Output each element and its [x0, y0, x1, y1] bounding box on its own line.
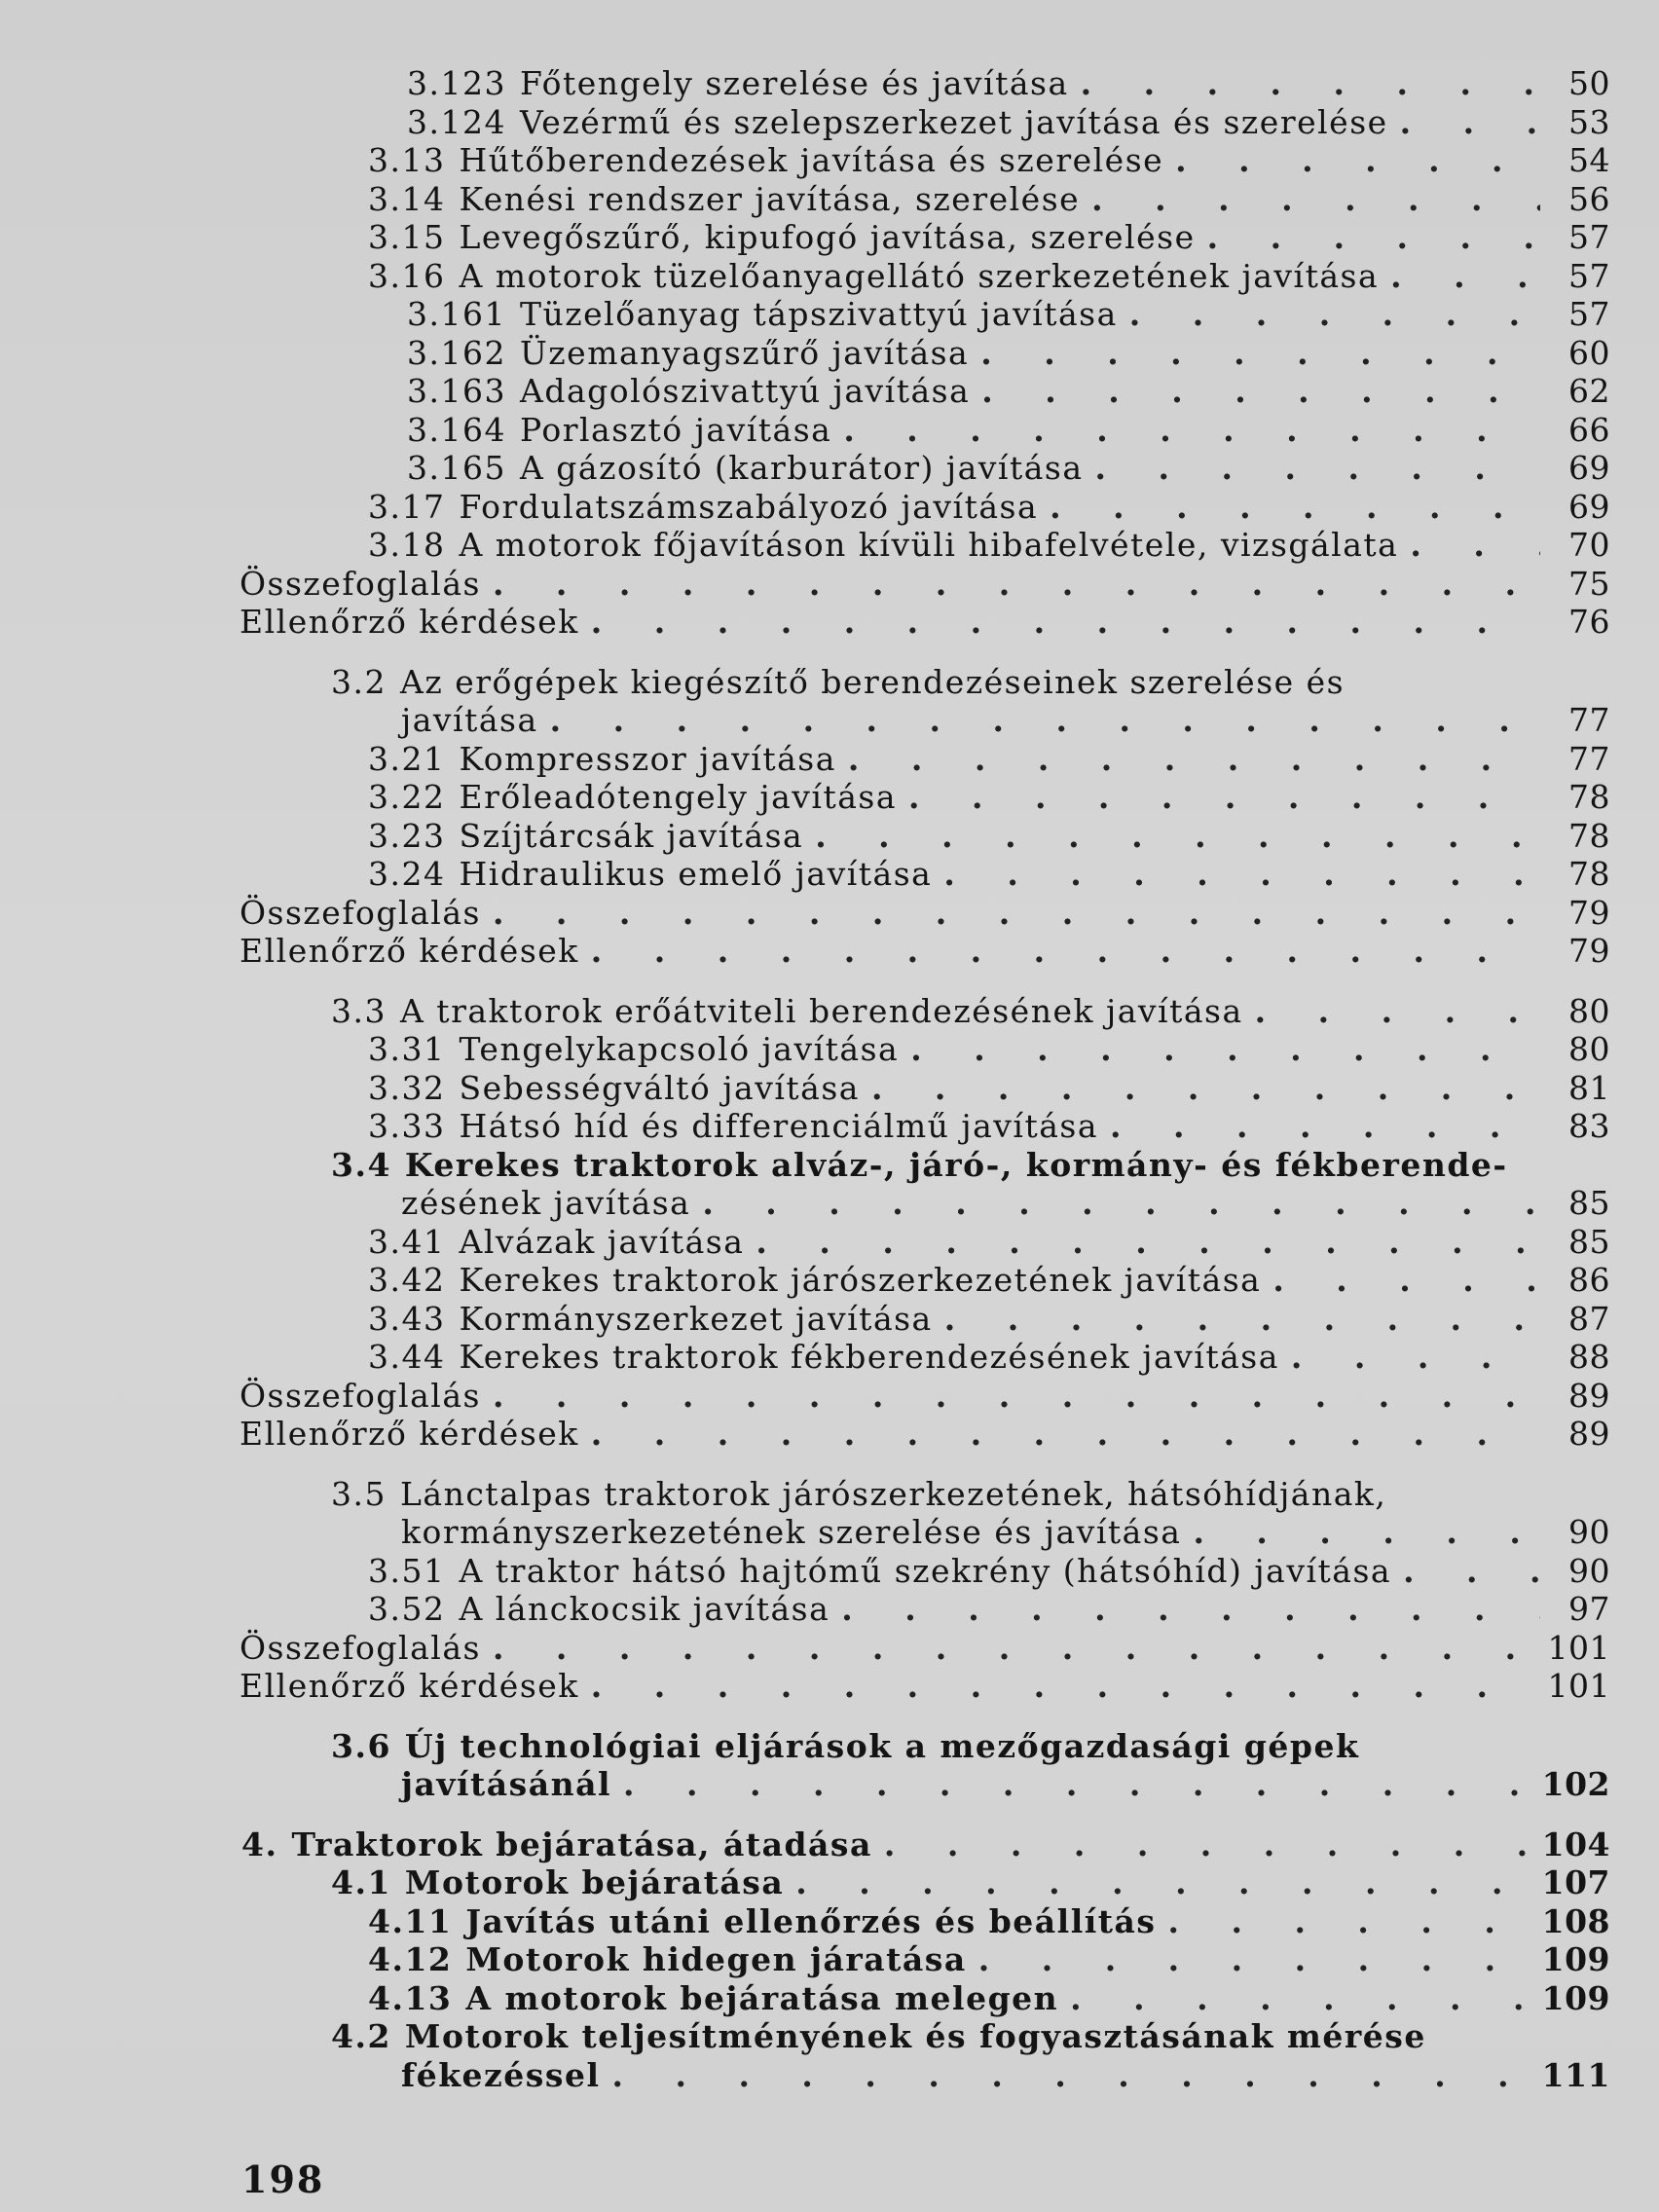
toc-entry-title: Fordulatszámszabályozó javítása [459, 488, 1039, 526]
toc-entry-number: 3.6 [331, 1727, 391, 1765]
toc-entry [368, 1069, 1610, 1108]
toc-entry-number: 3.52 [368, 1590, 446, 1628]
toc-entry-title: Tengelykapcsoló javítása [459, 1030, 900, 1068]
dot-leader [848, 740, 1540, 779]
toc-entry-number: 3.13 [368, 141, 446, 179]
toc-entry [240, 1415, 1610, 1454]
toc-entry-page: 90 [1568, 1552, 1610, 1590]
toc-entry [240, 1629, 1610, 1668]
toc-entry-page: 78 [1568, 855, 1610, 893]
dot-leader [908, 778, 1540, 817]
dot-leader [1129, 295, 1540, 334]
dot-leader [591, 603, 1540, 642]
toc-entry-page: 102 [1541, 1765, 1610, 1803]
toc-entry-page: 50 [1568, 64, 1610, 102]
toc-entry-title: Kormányszerkezet javítása [459, 1300, 933, 1338]
toc-entry-title: Kerekes traktorok járószerkezetének javítása [459, 1261, 1262, 1299]
toc-entry [368, 1107, 1610, 1146]
toc-entry-number: 4.12 [368, 1940, 453, 1978]
toc-entry-number: 3.33 [368, 1107, 446, 1145]
toc-entry-number: 3.43 [368, 1300, 446, 1338]
dot-leader [1255, 992, 1540, 1031]
toc-entry-number: 3.5 [331, 1475, 387, 1513]
dot-leader [623, 1765, 1540, 1804]
toc-entry-page: 78 [1568, 778, 1610, 816]
toc-entry-title: Lánctalpas traktorok járószerkezetének, hátsóhídjának, [399, 1475, 1387, 1513]
toc-entry [407, 64, 1610, 103]
toc-entry-number: 3.23 [368, 817, 446, 855]
toc-entry [240, 603, 1610, 642]
toc-entry-page: 108 [1541, 1902, 1610, 1940]
dot-leader [1207, 218, 1540, 257]
toc-entry-title: Motorok hidegen járatása [465, 1940, 967, 1978]
toc-entry [240, 565, 1610, 604]
toc-entry [368, 141, 1610, 180]
toc-entry-number: 3.161 [407, 295, 506, 333]
toc-entry-page: 79 [1568, 894, 1610, 932]
toc-entry [407, 449, 1610, 488]
toc-entry [401, 701, 1610, 740]
toc-entry-page: 81 [1568, 1069, 1610, 1107]
toc-entry [368, 817, 1610, 856]
toc-entry-title: javítása [401, 701, 538, 739]
toc-entry [401, 2056, 1610, 2095]
toc-entry-page: 87 [1568, 1300, 1610, 1338]
toc-entry [240, 894, 1610, 933]
toc-entry-number: 3.41 [368, 1223, 446, 1261]
toc-entry-title: Ellenőrző kérdések [240, 603, 579, 641]
toc-entry-page: 70 [1568, 526, 1610, 564]
toc-entry-number: 3.22 [368, 778, 446, 816]
toc-entry [407, 411, 1610, 450]
toc-entry [368, 778, 1610, 817]
toc-entry [331, 663, 1610, 702]
toc-entry-title: Új technológiai eljárások a mezőgazdasági gépek [404, 1727, 1360, 1765]
toc-entry-title: Adagolószivattyú javítása [519, 372, 971, 410]
dot-leader [978, 1940, 1540, 1979]
toc-entry-title: Javítás utáni ellenőrzés és beállítás [465, 1902, 1157, 1940]
toc-entry [368, 1979, 1610, 2018]
dot-leader [493, 894, 1540, 933]
dot-leader [1400, 103, 1540, 142]
toc-entry-title: Erőleadótengely javítása [459, 778, 897, 816]
toc-entry-title: Összefoglalás [240, 565, 481, 603]
toc-entry-title: Ellenőrző kérdések [240, 932, 579, 970]
toc-entry-title: Kompresszor javítása [459, 740, 836, 778]
toc-entry-page: 97 [1568, 1590, 1610, 1628]
toc-entry-title: Kenési rendszer javítása, szerelése [459, 180, 1081, 218]
dot-leader [1410, 526, 1540, 565]
toc-entry-title: Főtengely szerelése és javítása [519, 64, 1069, 102]
dot-leader [943, 855, 1540, 894]
dot-leader [611, 2056, 1540, 2095]
toc-entry-page: 75 [1568, 565, 1610, 603]
toc-entry-title: Szíjtárcsák javítása [459, 817, 804, 855]
toc-entry-title: Kerekes traktorok fékberendezésének javítása [459, 1338, 1279, 1376]
dot-leader [980, 334, 1540, 373]
toc-entry-page: 101 [1547, 1629, 1610, 1667]
toc-entry-title: javításánál [401, 1765, 612, 1803]
toc-entry-page: 85 [1568, 1184, 1610, 1222]
toc-entry [368, 1223, 1610, 1262]
toc-entry-number: 3.18 [368, 526, 446, 564]
toc-entry-title: A traktorok erőátviteli berendezésének javítása [399, 992, 1243, 1030]
toc-entry-page: 86 [1568, 1261, 1610, 1299]
toc-entry-page: 111 [1541, 2056, 1610, 2094]
toc-entry [407, 334, 1610, 373]
toc-entry-title: Tüzelőanyag tápszivattyú javítása [519, 295, 1118, 333]
dot-leader [1091, 180, 1540, 219]
toc-entry [401, 1184, 1610, 1223]
toc-entry-page: 57 [1568, 257, 1610, 295]
toc-entry-number: 4.2 [331, 2017, 391, 2055]
toc-entry-number: 3.44 [368, 1338, 446, 1376]
toc-entry-number: 3.16 [368, 257, 446, 295]
toc-entry-title: A motorok főjavításon kívüli hibafelvétele, vizsgálata [459, 526, 1399, 564]
toc-entry [240, 1667, 1610, 1706]
dot-leader [493, 565, 1540, 604]
dot-leader [871, 1069, 1540, 1108]
toc-entry-title: Az erőgépek kiegészítő berendezéseinek szerelése és [399, 663, 1346, 701]
toc-entry-page: 62 [1568, 372, 1610, 410]
dot-leader [1168, 1902, 1541, 1941]
toc-entry-title: Traktorok bejáratása, átadása [291, 1825, 872, 1863]
toc-entry-title: Alvázak javítása [459, 1223, 745, 1261]
toc-entry-page: 69 [1568, 488, 1610, 526]
dot-leader [493, 1629, 1540, 1668]
dot-leader [1403, 1552, 1540, 1591]
toc-entry [368, 1902, 1610, 1941]
toc-entry [368, 1338, 1610, 1377]
toc-entry [368, 180, 1610, 219]
toc-entry-number: 3.51 [368, 1552, 446, 1590]
toc-entry [331, 1146, 1610, 1185]
dot-leader [1193, 1513, 1540, 1552]
toc-entry-page: 89 [1568, 1415, 1610, 1453]
dot-leader [493, 1377, 1540, 1416]
toc-entry-page: 101 [1547, 1667, 1610, 1705]
toc-entry-title: Hátsó híd és differenciálmű javítása [459, 1107, 1099, 1145]
dot-leader [843, 411, 1540, 450]
toc-entry-title: fékezéssel [401, 2056, 601, 2094]
toc-entry-number: 4.13 [368, 1979, 453, 2017]
toc-entry [401, 1765, 1610, 1804]
page-number: 198 [241, 2157, 325, 2201]
dot-leader [944, 1300, 1540, 1339]
toc-entry-page: 69 [1568, 449, 1610, 487]
toc-entry-page: 90 [1568, 1513, 1610, 1551]
dot-leader [815, 817, 1540, 856]
toc-entry-number: 3.32 [368, 1069, 446, 1107]
toc-entry [368, 740, 1610, 779]
toc-entry-number: 4. [241, 1825, 278, 1863]
toc-entry-title: Kerekes traktorok alváz-, járó-, kormány- és fékberende- [404, 1146, 1508, 1184]
toc-entry-page: 76 [1568, 603, 1610, 641]
toc-entry-title: A motorok bejáratása melegen [465, 1979, 1059, 2017]
toc-entry [240, 1377, 1610, 1416]
toc-entry [241, 1825, 1610, 1864]
toc-entry-page: 85 [1568, 1223, 1610, 1261]
toc-entry-number: 3.21 [368, 740, 446, 778]
toc-entry [331, 2017, 1610, 2056]
toc-entry-number: 3.162 [407, 334, 506, 372]
toc-entry-title: Összefoglalás [240, 894, 481, 932]
toc-entry-number: 3.2 [331, 663, 387, 701]
toc-entry-page: 104 [1541, 1825, 1610, 1863]
toc-entry [240, 932, 1610, 971]
toc-entry-title: A lánckocsik javítása [459, 1590, 830, 1628]
dot-leader [1050, 488, 1540, 527]
toc-entry-number: 3.15 [368, 218, 446, 256]
toc-entry [368, 1030, 1610, 1069]
toc-entry [368, 1552, 1610, 1591]
toc-entry-number: 3.17 [368, 488, 446, 526]
toc-entry-page: 88 [1568, 1338, 1610, 1376]
toc-entry [368, 1940, 1610, 1979]
dot-leader [591, 1667, 1540, 1706]
toc-entry-title: A motorok tüzelőanyagellátó szerkezetének javítása [459, 257, 1380, 295]
dot-leader [1110, 1107, 1540, 1146]
toc-entry-number: 3.3 [331, 992, 387, 1030]
dot-leader [1095, 449, 1540, 488]
toc-entry-title: A gázosító (karburátor) javítása [519, 449, 1084, 487]
dot-leader [1291, 1338, 1540, 1377]
toc-entry [368, 488, 1610, 527]
toc-entry-title: A traktor hátsó hajtómű szekrény (hátsóhíd) javítása [459, 1552, 1392, 1590]
toc-entry-page: 60 [1568, 334, 1610, 372]
toc-entry [368, 218, 1610, 257]
toc-entry-title: zésének javítása [401, 1184, 691, 1222]
toc-entry-title: Hűtőberendezések javítása és szerelése [459, 141, 1164, 179]
dot-leader [591, 932, 1540, 971]
toc-entry [368, 1590, 1610, 1629]
toc-entry-number: 3.31 [368, 1030, 446, 1068]
toc-entry-title: Összefoglalás [240, 1629, 481, 1667]
toc-entry-title: Levegőszűrő, kipufogó javítása, szerelése [459, 218, 1196, 256]
toc-entry-page: 78 [1568, 817, 1610, 855]
toc-entry [368, 1261, 1610, 1300]
toc-entry-page: 57 [1568, 218, 1610, 256]
dot-leader [841, 1590, 1540, 1629]
toc-entry-number: 3.124 [407, 103, 506, 141]
toc-entry-number: 3.14 [368, 180, 446, 218]
dot-leader [1272, 1261, 1540, 1300]
toc-entry-page: 54 [1568, 141, 1610, 179]
toc-entry-page: 77 [1568, 701, 1610, 739]
toc-entry-page: 109 [1541, 1979, 1610, 2017]
toc-entry-title: Ellenőrző kérdések [240, 1415, 579, 1453]
dot-leader [795, 1863, 1540, 1902]
toc-entry-page: 66 [1568, 411, 1610, 449]
toc-entry-page: 89 [1568, 1377, 1610, 1415]
toc-entry-page: 107 [1541, 1863, 1610, 1901]
toc-entry-title: Sebességváltó javítása [459, 1069, 860, 1107]
toc-entry-number: 3.24 [368, 855, 446, 893]
toc-entry-page: 53 [1568, 103, 1610, 141]
toc-entry [407, 103, 1610, 142]
toc-entry-number: 3.4 [331, 1146, 391, 1184]
toc-entry-page: 109 [1541, 1940, 1610, 1978]
toc-entry [331, 1727, 1610, 1766]
dot-leader [1390, 257, 1540, 296]
dot-leader [981, 372, 1540, 411]
toc-entry-title: Hidraulikus emelő javítása [459, 855, 933, 893]
dot-leader [1081, 64, 1540, 103]
toc-entry-title: Motorok bejáratása [404, 1863, 785, 1901]
toc-entry-page: 56 [1568, 180, 1610, 218]
toc-entry-number: 4.1 [331, 1863, 391, 1901]
toc-entry-number: 3.164 [407, 411, 506, 449]
toc-entry-page: 77 [1568, 740, 1610, 778]
toc-entry [331, 992, 1610, 1031]
toc-entry-title: Porlasztó javítása [519, 411, 832, 449]
toc-entry-title: kormányszerkezetének szerelése és javítása [401, 1513, 1182, 1551]
toc-entry [368, 1300, 1610, 1339]
toc-entry [368, 855, 1610, 894]
dot-leader [591, 1415, 1540, 1454]
dot-leader [756, 1223, 1540, 1262]
toc-entry-title: Összefoglalás [240, 1377, 481, 1415]
dot-leader [550, 701, 1540, 740]
toc-entry-number: 4.11 [368, 1902, 453, 1940]
toc-entry-page: 79 [1568, 932, 1610, 970]
toc-entry [407, 372, 1610, 411]
dot-leader [884, 1825, 1540, 1864]
dot-leader [1070, 1979, 1540, 2018]
toc-entry [331, 1863, 1610, 1902]
toc-entry-page: 80 [1568, 992, 1610, 1030]
toc-entry-number: 3.163 [407, 372, 506, 410]
toc-entry-page: 80 [1568, 1030, 1610, 1068]
toc-entry-page: 83 [1568, 1107, 1610, 1145]
toc-entry-number: 3.42 [368, 1261, 446, 1299]
toc-entry [331, 1475, 1610, 1514]
toc-entry [407, 295, 1610, 334]
toc-entry [368, 526, 1610, 565]
toc-entry-title: Üzemanyagszűrő javítása [519, 334, 970, 372]
toc-entry-number: 3.165 [407, 449, 506, 487]
toc-entry [401, 1513, 1610, 1552]
dot-leader [702, 1184, 1540, 1223]
toc-entry [368, 257, 1610, 296]
dot-leader [910, 1030, 1540, 1069]
toc-entry-title: Vezérmű és szelepszerkezet javítása és szerelése [519, 103, 1388, 141]
dot-leader [1175, 141, 1540, 180]
toc-entry-title: Motorok teljesítményének és fogyasztásának mérése [404, 2017, 1426, 2055]
toc-entry-page: 57 [1568, 295, 1610, 333]
toc-entry-number: 3.123 [407, 64, 506, 102]
toc-entry-title: Ellenőrző kérdések [240, 1667, 579, 1705]
